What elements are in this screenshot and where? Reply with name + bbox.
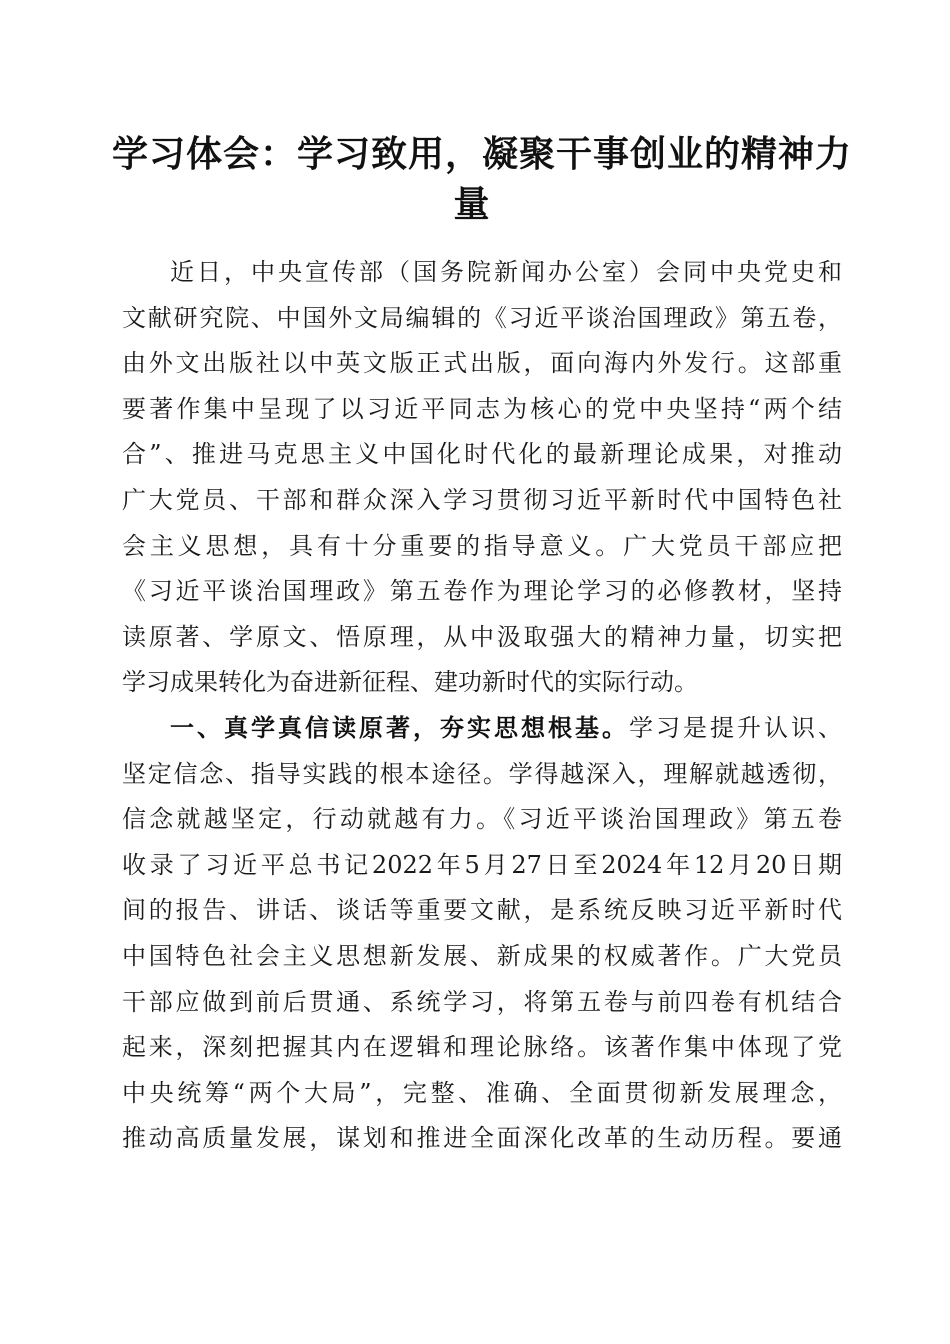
document-body — [122, 250, 842, 1162]
text-line: 收录了习近平总书记2022年5月27日至2024年12月20日期 — [122, 850, 842, 879]
paragraph-section-one — [122, 706, 842, 1162]
text-line: 《习近平谈治国理政》第五卷作为理论学习的必修教材，坚持 — [122, 577, 842, 606]
text-line: 中国特色社会主义思想新发展、新成果的权威著作。广大党员 — [122, 941, 842, 970]
text-line — [122, 706, 842, 752]
section-lead-text: 学习是提升认识、 — [629, 713, 842, 742]
text-line: 起来，深刻把握其内在逻辑和理论脉络。该著作集中体现了党 — [122, 1033, 842, 1062]
text-line: 推动高质量发展，谋划和推进全面深化改革的生动历程。要通 — [122, 1124, 842, 1153]
text-line: 中央统筹“两个大局”，完整、准确、全面贯彻新发展理念， — [122, 1078, 842, 1107]
text-line: 文献研究院、中国外文局编辑的《习近平谈治国理政》第五卷， — [122, 303, 842, 332]
text-line: 要著作集中呈现了以习近平同志为核心的党中央坚持“两个结 — [122, 394, 842, 423]
text-line: 读原著、学原文、悟原理，从中汲取强大的精神力量，切实把 — [122, 622, 842, 651]
text-line: 坚定信念、指导实践的根本途径。学得越深入，理解就越透彻， — [122, 759, 842, 788]
text-line: 会主义思想，具有十分重要的指导意义。广大党员干部应把 — [122, 531, 842, 560]
text-line: 信念就越坚定，行动就越有力。《习近平谈治国理政》第五卷 — [122, 805, 842, 834]
section-heading: 一、真学真信读原著，夯实思想根基。 — [170, 713, 629, 742]
document-title — [112, 130, 853, 230]
text-line: 近日，中央宣传部（国务院新闻办公室）会同中央党史和 — [170, 258, 842, 286]
text-line: 学习成果转化为奋进新征程、建功新时代的实际行动。 — [122, 668, 698, 697]
text-line: 广大党员、干部和群众深入学习贯彻习近平新时代中国特色社 — [122, 485, 842, 514]
title-line: 量 — [453, 184, 491, 225]
text-line: 合”、推进马克思主义中国化时代化的最新理论成果，对推动 — [122, 440, 842, 469]
title-line: 学习体会：学习致用，凝聚干事创业的精神力 — [112, 134, 853, 175]
text-line: 干部应做到前后贯通、系统学习，将第五卷与前四卷有机结合 — [122, 987, 842, 1016]
text-line: 由外文出版社以中英文版正式出版，面向海内外发行。这部重 — [122, 349, 842, 378]
paragraph-intro — [122, 250, 842, 706]
text-line: 间的报告、讲话、谈话等重要文献，是系统反映习近平新时代 — [122, 896, 842, 925]
